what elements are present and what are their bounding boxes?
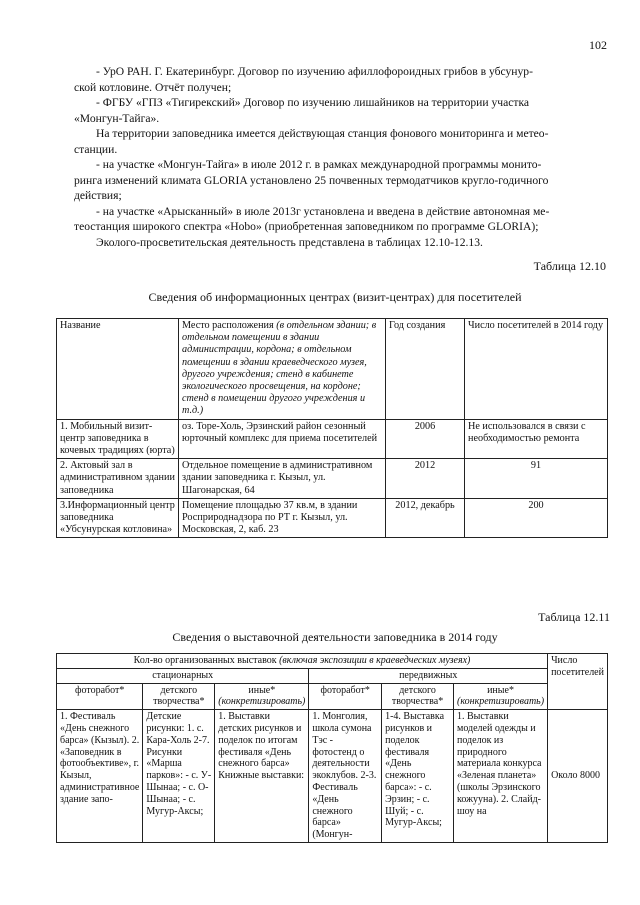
- table1-title: Сведения об информационных центрах (визит-центрах) для посетителей: [148, 290, 522, 304]
- header-exhibitions-count: [57, 654, 548, 669]
- header-mv-children: детского творчества*: [382, 683, 454, 710]
- page-number: 102: [589, 38, 607, 52]
- visit-centers-table: [56, 318, 608, 538]
- header-name: Название: [57, 319, 179, 420]
- intro-line: - на участке «Монгун-Тайга» в июле 2012 г. в рамках международной программы монито-: [96, 158, 542, 171]
- exhibitions-table: [56, 653, 608, 843]
- header-stationary: стационарных: [57, 668, 309, 683]
- table-row: [57, 498, 608, 538]
- table-header-row: [57, 319, 608, 420]
- table-row: [57, 459, 608, 499]
- table-header-row: [57, 654, 608, 669]
- cell-year: 2006: [386, 419, 465, 459]
- intro-line: Эколого-просветительская деятельность представлена в таблицах 12.10-12.13.: [96, 235, 483, 249]
- cell-year: 2012, декабрь: [386, 498, 465, 538]
- cell-mv-other: 1. Выставки моделей одежды и поделок из природного материала конкурса «Зеленая планета» (школы Эрзинского кожууна). 2. Слайд-шоу на: [453, 710, 547, 843]
- header-visitors: Число посетителей: [548, 654, 608, 710]
- header-st-other: [215, 683, 309, 710]
- table-header-row: [57, 668, 608, 683]
- intro-line: - ФГБУ «ГПЗ «Тигирекский» Договор по изучению лишайников на территории участка: [96, 96, 530, 109]
- intro-text: [74, 64, 594, 250]
- cell-st-other: 1. Выставки детских рисунков и поделок по итогам фестиваля «День снежного барса» Книжные выставки:: [215, 710, 309, 843]
- table-row: [57, 419, 608, 459]
- intro-line: На территории заповедника имеется действующая станция фонового мониторинга и метео-: [96, 127, 549, 140]
- table-header-row: [57, 683, 608, 710]
- header-other-main: иные*: [248, 684, 276, 696]
- table2-caption: Таблица 12.11: [538, 610, 610, 624]
- intro-line: - УрО РАН. Г. Екатеринбург. Договор по изучению афиллофороидных грибов в убсунур-: [96, 65, 533, 78]
- table1-caption: Таблица 12.10: [533, 259, 606, 273]
- header-place-note: (в отдельном здании; в отдельном помещении в здании администрации, кордона; в отдельном помещении в здании краеведческого музея, другого учреждения; стенд в кабинете экологического просвещения, на кордоне; стенд в помещении другого учреждения и т.д.): [182, 320, 377, 417]
- header-mv-other: [453, 683, 547, 710]
- cell-place: Помещение площадью 37 кв.м, в здании Росприроднадзора по РТ г. Кызыл, ул. Московская, 2, каб. 23: [179, 498, 386, 538]
- cell-st-photo: 1. Фестиваль «День снежного барса» (Кызыл). 2. «Заповедник в фотообъективе», г. Кызыл, административное здание запо-: [57, 710, 143, 843]
- cell-visitors: Не использовался в связи с необходимостью ремонта: [465, 419, 608, 459]
- header-count-main: Кол-во организованных выставок: [133, 655, 277, 666]
- cell-year: 2012: [386, 459, 465, 499]
- header-other-note: (конкретизировать): [456, 696, 545, 708]
- intro-line: «Монгун-Тайга».: [74, 111, 160, 125]
- intro-line: - на участке «Арысканный» в июле 2013г установлена и введена в действие автономная ме-: [96, 204, 550, 218]
- header-place: [179, 319, 386, 420]
- header-visitors: Число посетителей в 2014 году: [465, 319, 608, 420]
- table-row: [57, 710, 608, 843]
- cell-place: Отдельное помещение в административном здании заповедника г. Кызыл, ул. Шагонарская, 64: [179, 459, 386, 499]
- header-mv-photo: фоторабот*: [309, 683, 382, 710]
- header-other-main: иные*: [487, 684, 514, 696]
- header-st-photo: фоторабот*: [57, 683, 143, 710]
- table2-title: Сведения о выставочной деятельности заповедника в 2014 году: [172, 630, 498, 644]
- intro-line: ринга изменений климата GLORIA установлено 25 почвенных термодатчиков кругло-годичного: [74, 173, 549, 187]
- cell-visitors: 91: [465, 459, 608, 499]
- header-st-children: детского творчества*: [143, 683, 215, 710]
- cell-visitors: 200: [465, 498, 608, 538]
- cell-st-children: Детские рисунки: 1. с. Кара-Холь 2-7. Рисунки «Марша парков»: - с. У-Шынаа; - с. О-Шынаа; - с. Мугур-Аксы;: [143, 710, 215, 843]
- intro-line: станции.: [74, 142, 118, 156]
- header-count-note: (включая экспозиции в краеведческих музеях): [279, 655, 471, 666]
- intro-line: действия;: [74, 189, 122, 202]
- intro-line: ской котловине. Отчёт получен;: [74, 80, 232, 94]
- cell-name: 1. Мобильный визит-центр заповедника в кочевых традициях (юрта): [57, 419, 179, 459]
- header-year: Год создания: [386, 319, 465, 420]
- header-other-note: (конкретизировать): [218, 696, 306, 708]
- cell-name: 3.Информационный центр заповедника «Убсунурская котловина»: [57, 498, 179, 538]
- cell-mv-photo: 1. Монголия, школа сумона Тэс - фотостенд о деятельности экоклубов. 2-3. Фестиваль «День снежного барса» (Монгун-: [309, 710, 382, 843]
- header-mobile: передвижных: [309, 668, 548, 683]
- cell-mv-children: 1-4. Выставка рисунков и поделок фестиваля «День снежного барса»: - с. Эрзин; - с. Шуй; - с. Мугур-Аксы;: [382, 710, 454, 843]
- header-place-main: Место расположения: [182, 320, 274, 331]
- cell-visitors: Около 8000: [548, 710, 608, 843]
- intro-line: теостанция широкого спектра «Hobo» (приобретенная заповедником по программе GLORIA);: [74, 220, 539, 233]
- cell-name: 2. Актовый зал в административном здании заповедника: [57, 459, 179, 499]
- cell-place: оз. Торе-Холь, Эрзинский район сезонный юрточный комплекс для приема посетителей: [179, 419, 386, 459]
